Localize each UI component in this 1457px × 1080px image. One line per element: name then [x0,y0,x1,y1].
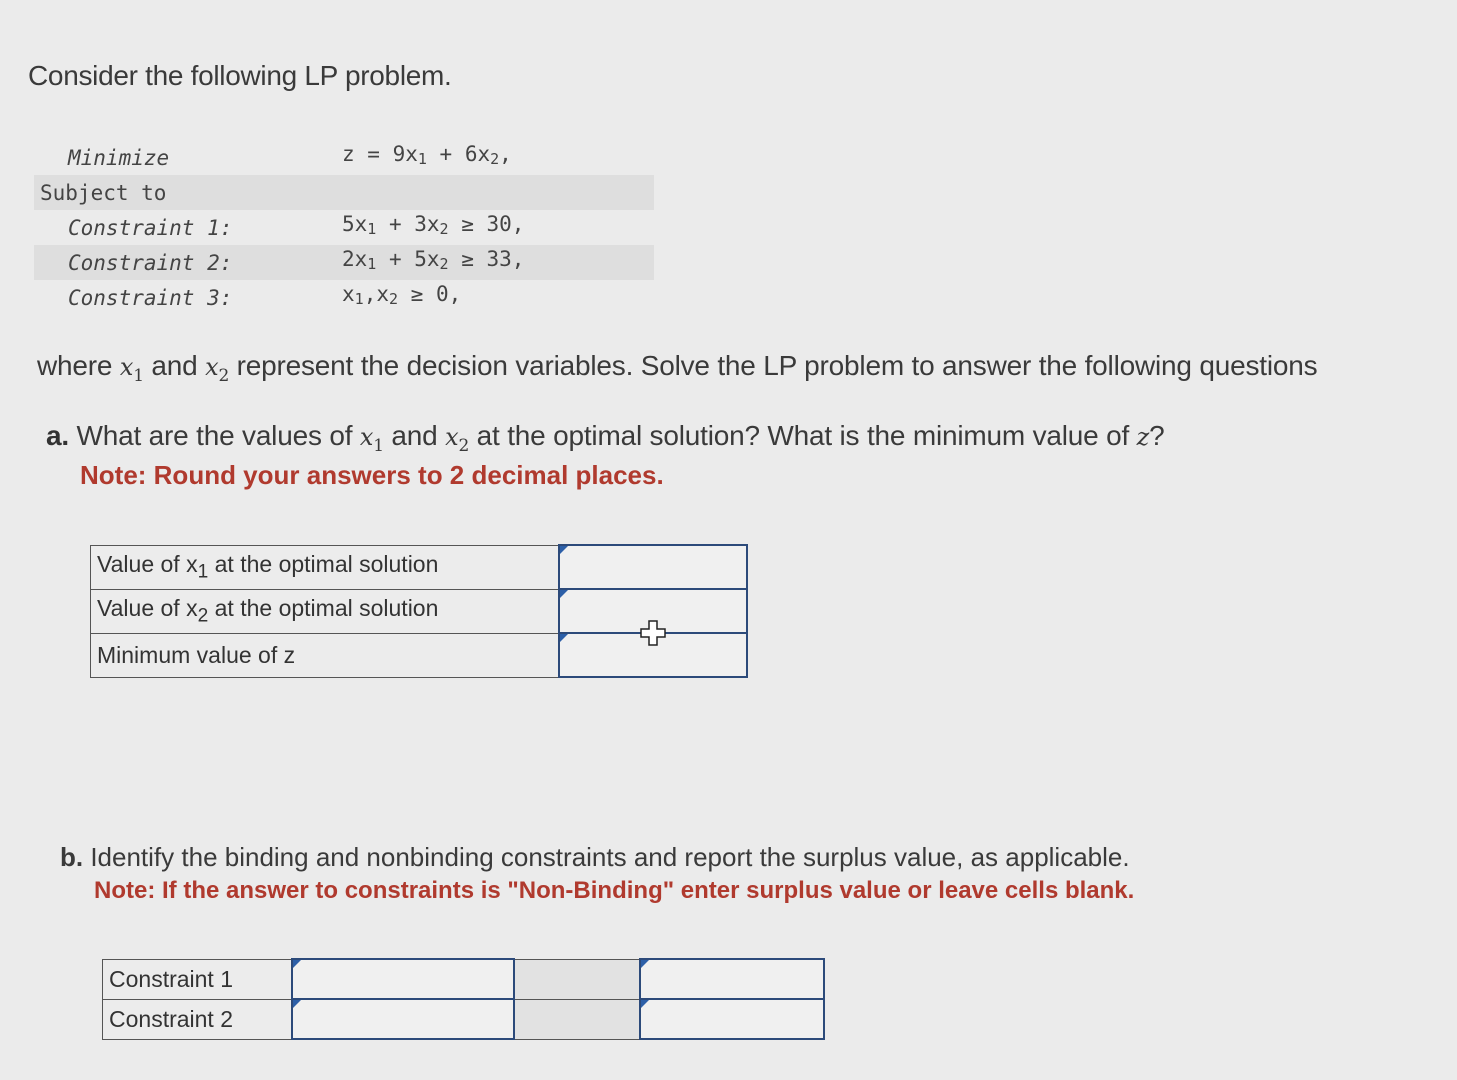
constraint-2-binding-select[interactable] [292,999,514,1039]
table-row [103,959,825,999]
spacer-cell [514,999,640,1039]
constraint-2-surplus-input[interactable] [640,999,824,1039]
flag-icon [560,634,568,642]
flag-icon [560,546,568,554]
constraint-1-surplus-input[interactable] [640,959,824,999]
lp-problem [34,140,654,315]
row-label: Constraint 1 [103,959,293,999]
row-label: Value of $x_2$ at the optimal solution [91,589,560,633]
flag-icon [560,590,568,598]
subject-to-row [34,175,654,210]
constraint-row-2 [34,245,654,280]
problem-description: where $x_1$ and $x_2$ represent the decision variables. Solve the LP problem to answer the following questions [37,350,1318,386]
constraint-expression: $5x_1 + 3x_2 \ge 30$, [342,212,525,238]
objective-expression: $z = 9x_1 + 6x_2$, [342,142,512,168]
constraint-expression: $2x_1 + 5x_2 \ge 33$, [342,247,525,273]
question-b: b. Identify the binding and nonbinding constraints and report the surplus value, as applicable. [60,842,1130,872]
row-label: Value of $x_1$ at the optimal solution [91,545,560,589]
objective-row [34,140,654,175]
flag-icon [641,1000,649,1008]
note-a: Note: Round your answers to 2 decimal places. [80,460,664,490]
table-row [91,545,748,589]
spacer-cell [514,959,640,999]
objective-label: Minimize [68,146,170,170]
x1-value-input[interactable] [559,545,747,589]
move-cursor-icon [640,620,666,646]
page-heading: Consider the following LP problem. [28,60,452,91]
constraint-label: Constraint 1: [68,216,233,240]
question-a: a. What are the values of $x_1$ and $x_2$ at the optimal solution? What is the minimum value of z? [46,420,1165,456]
constraint-row-1 [34,210,654,245]
answer-table-b [102,958,825,1040]
answer-table-a [90,544,748,678]
row-label: Minimum value of z [91,633,560,677]
row-label: Constraint 2 [103,999,293,1039]
constraint-1-binding-select[interactable] [292,959,514,999]
flag-icon [293,960,301,968]
constraint-row-3 [34,280,654,315]
subject-to-label: Subject to [40,181,167,205]
table-row [103,999,825,1039]
flag-icon [641,960,649,968]
constraint-label: Constraint 3: [68,286,233,310]
constraint-label: Constraint 2: [68,251,233,275]
note-b: Note: If the answer to constraints is "Non-Binding" enter surplus value or leave cells blank. [94,877,1135,904]
constraint-expression: $x_1,x_2 \ge 0$, [342,282,462,308]
flag-icon [293,1000,301,1008]
